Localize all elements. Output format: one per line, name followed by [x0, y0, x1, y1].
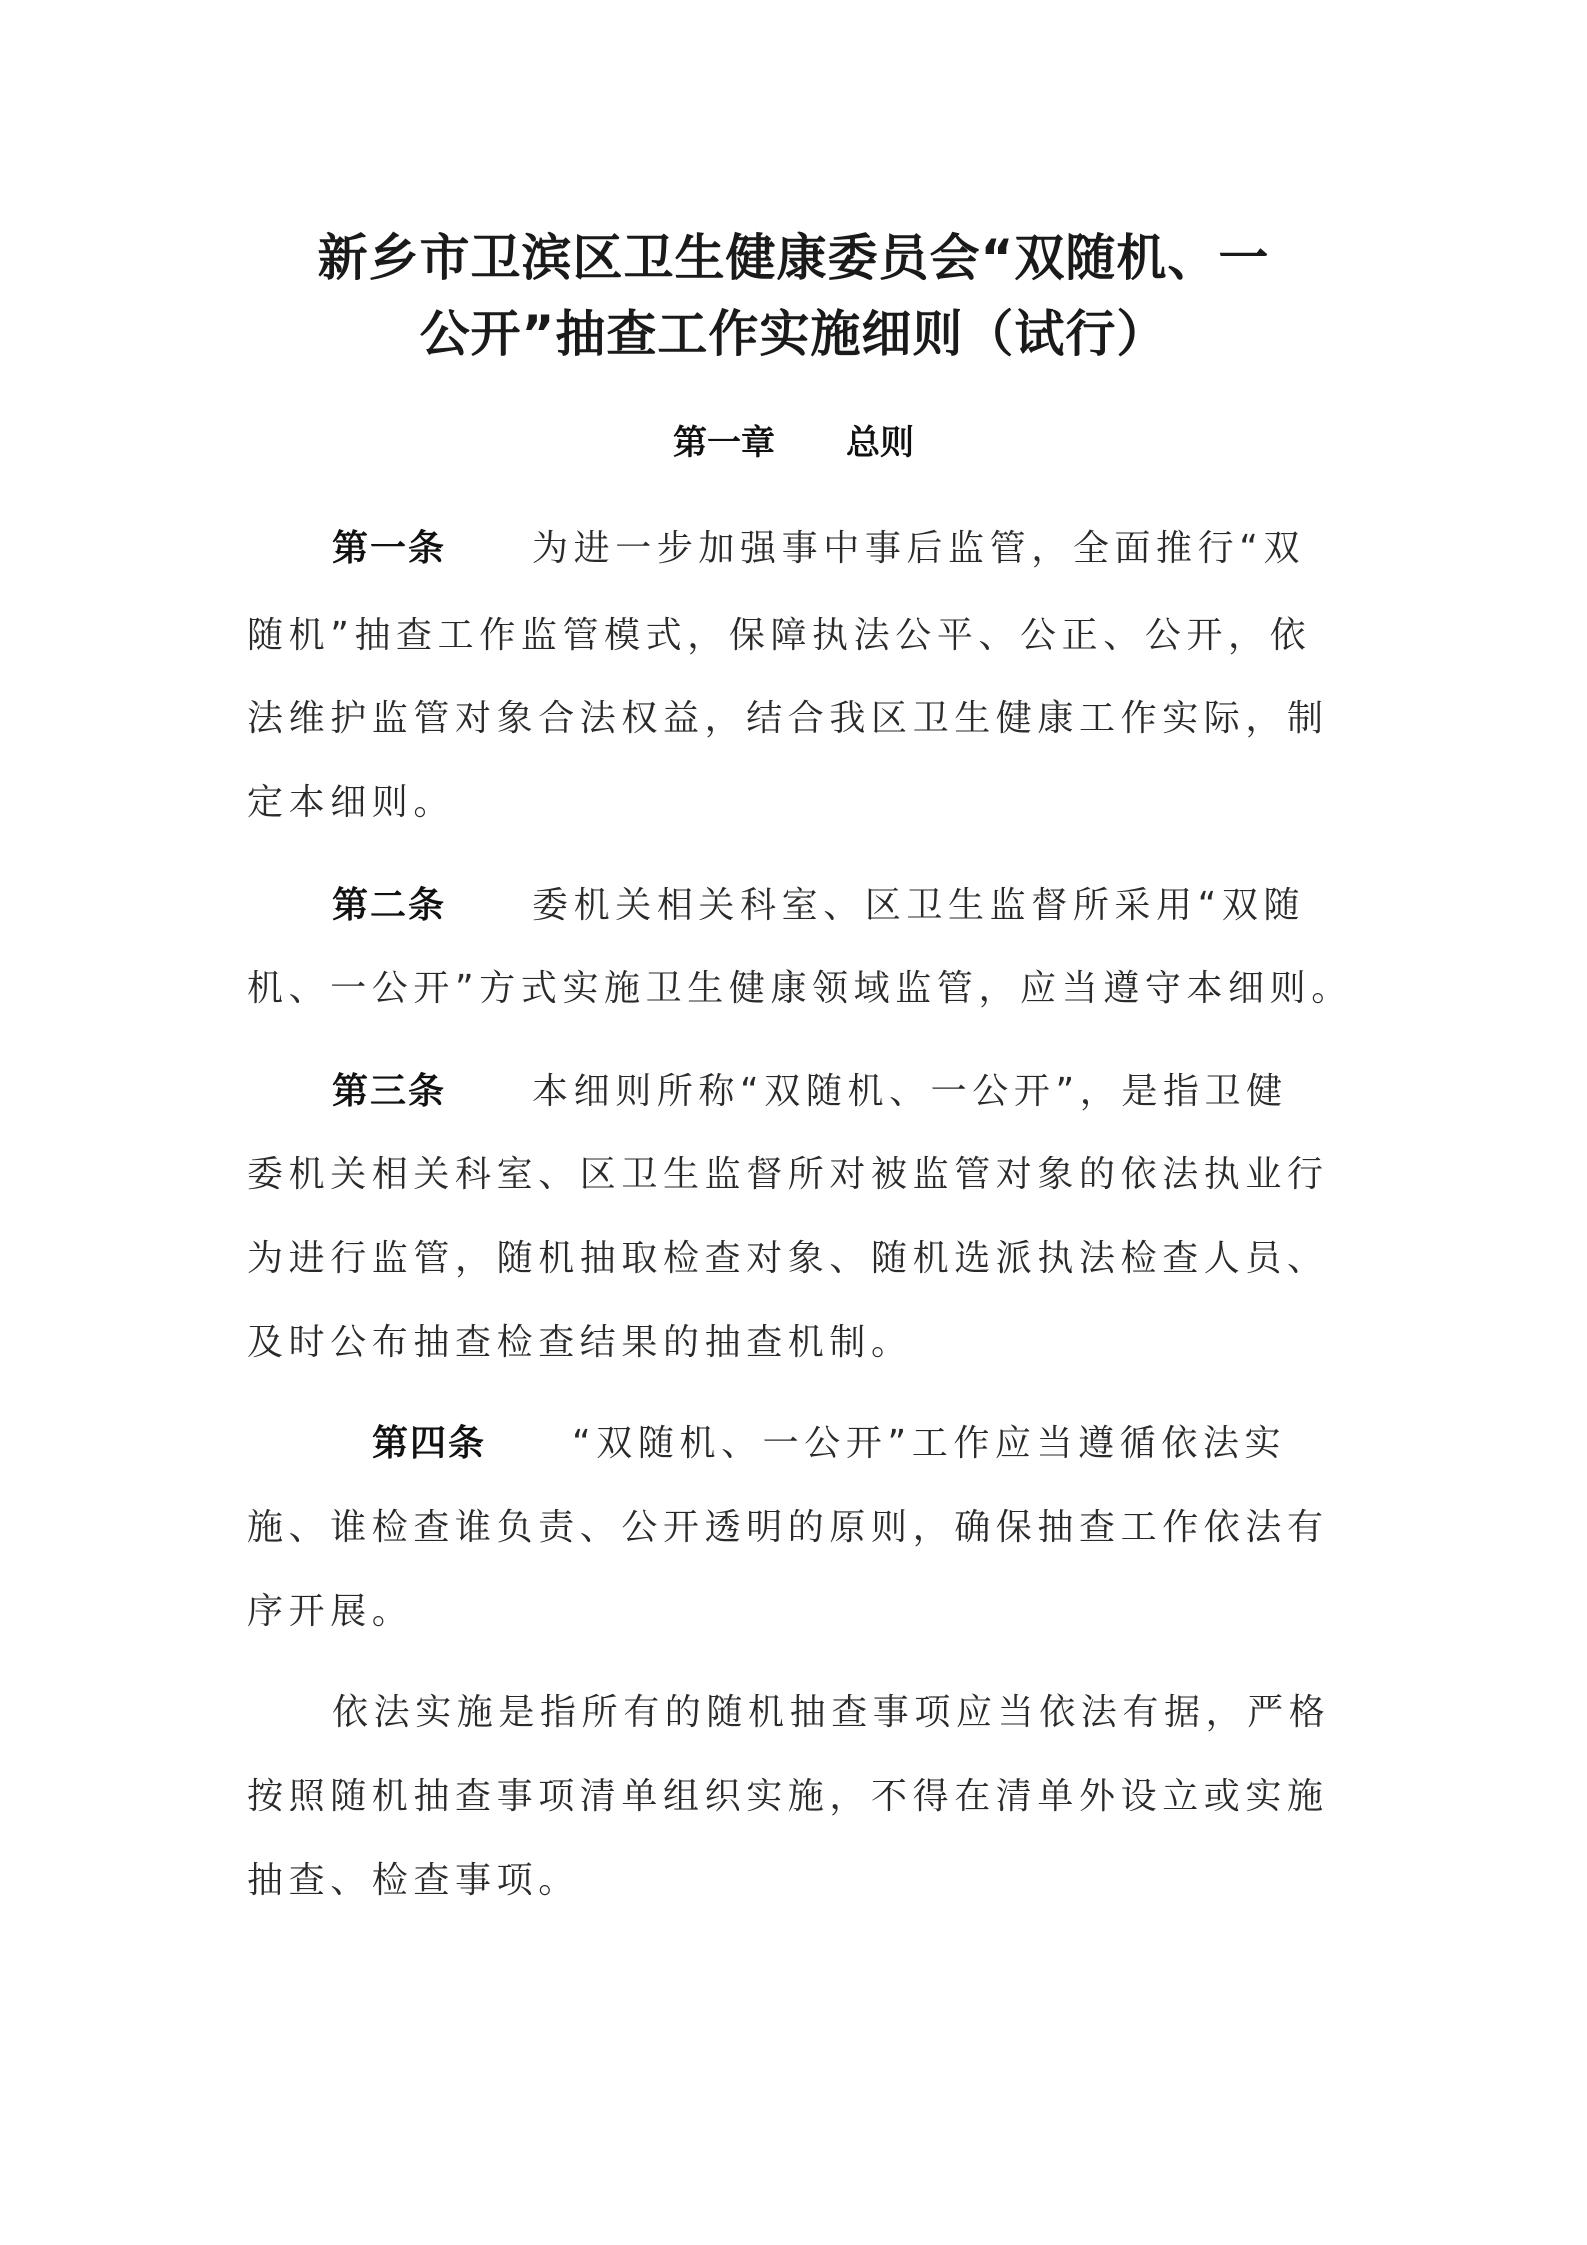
- document-title-line-2: 公开”抽查工作实施细则（试行）: [419, 305, 1168, 363]
- article-2-line: 机、一公开”方式实施卫生健康领域监管，应当遵守本细则。: [247, 968, 1353, 1009]
- article-3-label: 第三条: [332, 1070, 447, 1112]
- article-1-label: 第一条: [332, 527, 447, 569]
- article-3-line: 委机关相关科室、区卫生监督所对被监管对象的依法执业行: [247, 1154, 1329, 1195]
- article-4-line: 施、谁检查谁负责、公开透明的原则，确保抽查工作依法有: [247, 1507, 1329, 1548]
- chapter-number: 第一章: [672, 423, 775, 463]
- document-title-line-1: 新乡市卫滨区卫生健康委员会“双随机、一: [317, 229, 1270, 287]
- article-3-line: 及时公布抽查检查结果的抽查机制。: [247, 1322, 913, 1363]
- paragraph-line: 抽查、检查事项。: [247, 1860, 580, 1901]
- article-3-text: 本细则所称“双随机、一公开”，是指卫健: [532, 1071, 1288, 1112]
- article-4-label: 第四条: [372, 1422, 487, 1464]
- article-3-first-line: [332, 1068, 1442, 1115]
- article-4-line: 序开展。: [247, 1591, 414, 1632]
- chapter-heading: [0, 421, 1587, 465]
- paragraph-first-line: 依法实施是指所有的随机抽查事项应当依法有据，严格: [332, 1692, 1331, 1733]
- article-1-first-line: [332, 525, 1442, 572]
- article-1-line: 定本细则。: [247, 782, 456, 823]
- article-1-text: 为进一步加强事中事后监管，全面推行“双: [532, 528, 1306, 569]
- article-4-text: “双随机、一公开”工作应当遵循依法实: [572, 1423, 1287, 1464]
- paragraph-line: 按照随机抽查事项清单组织实施，不得在清单外设立或实施: [247, 1776, 1329, 1817]
- article-2-text: 委机关相关科室、区卫生监督所采用“双随: [532, 885, 1306, 926]
- article-2-label: 第二条: [332, 884, 447, 926]
- article-2-first-line: [332, 882, 1442, 929]
- article-4-first-line: [372, 1420, 1482, 1467]
- article-3-line: 为进行监管，随机抽取检查对象、随机选派执法检查人员、: [247, 1238, 1329, 1279]
- article-1-line: 法维护监管对象合法权益，结合我区卫生健康工作实际，制: [247, 698, 1329, 739]
- chapter-name: 总则: [846, 423, 915, 463]
- article-1-line: 随机”抽查工作监管模式，保障执法公平、公正、公开，依: [247, 615, 1312, 656]
